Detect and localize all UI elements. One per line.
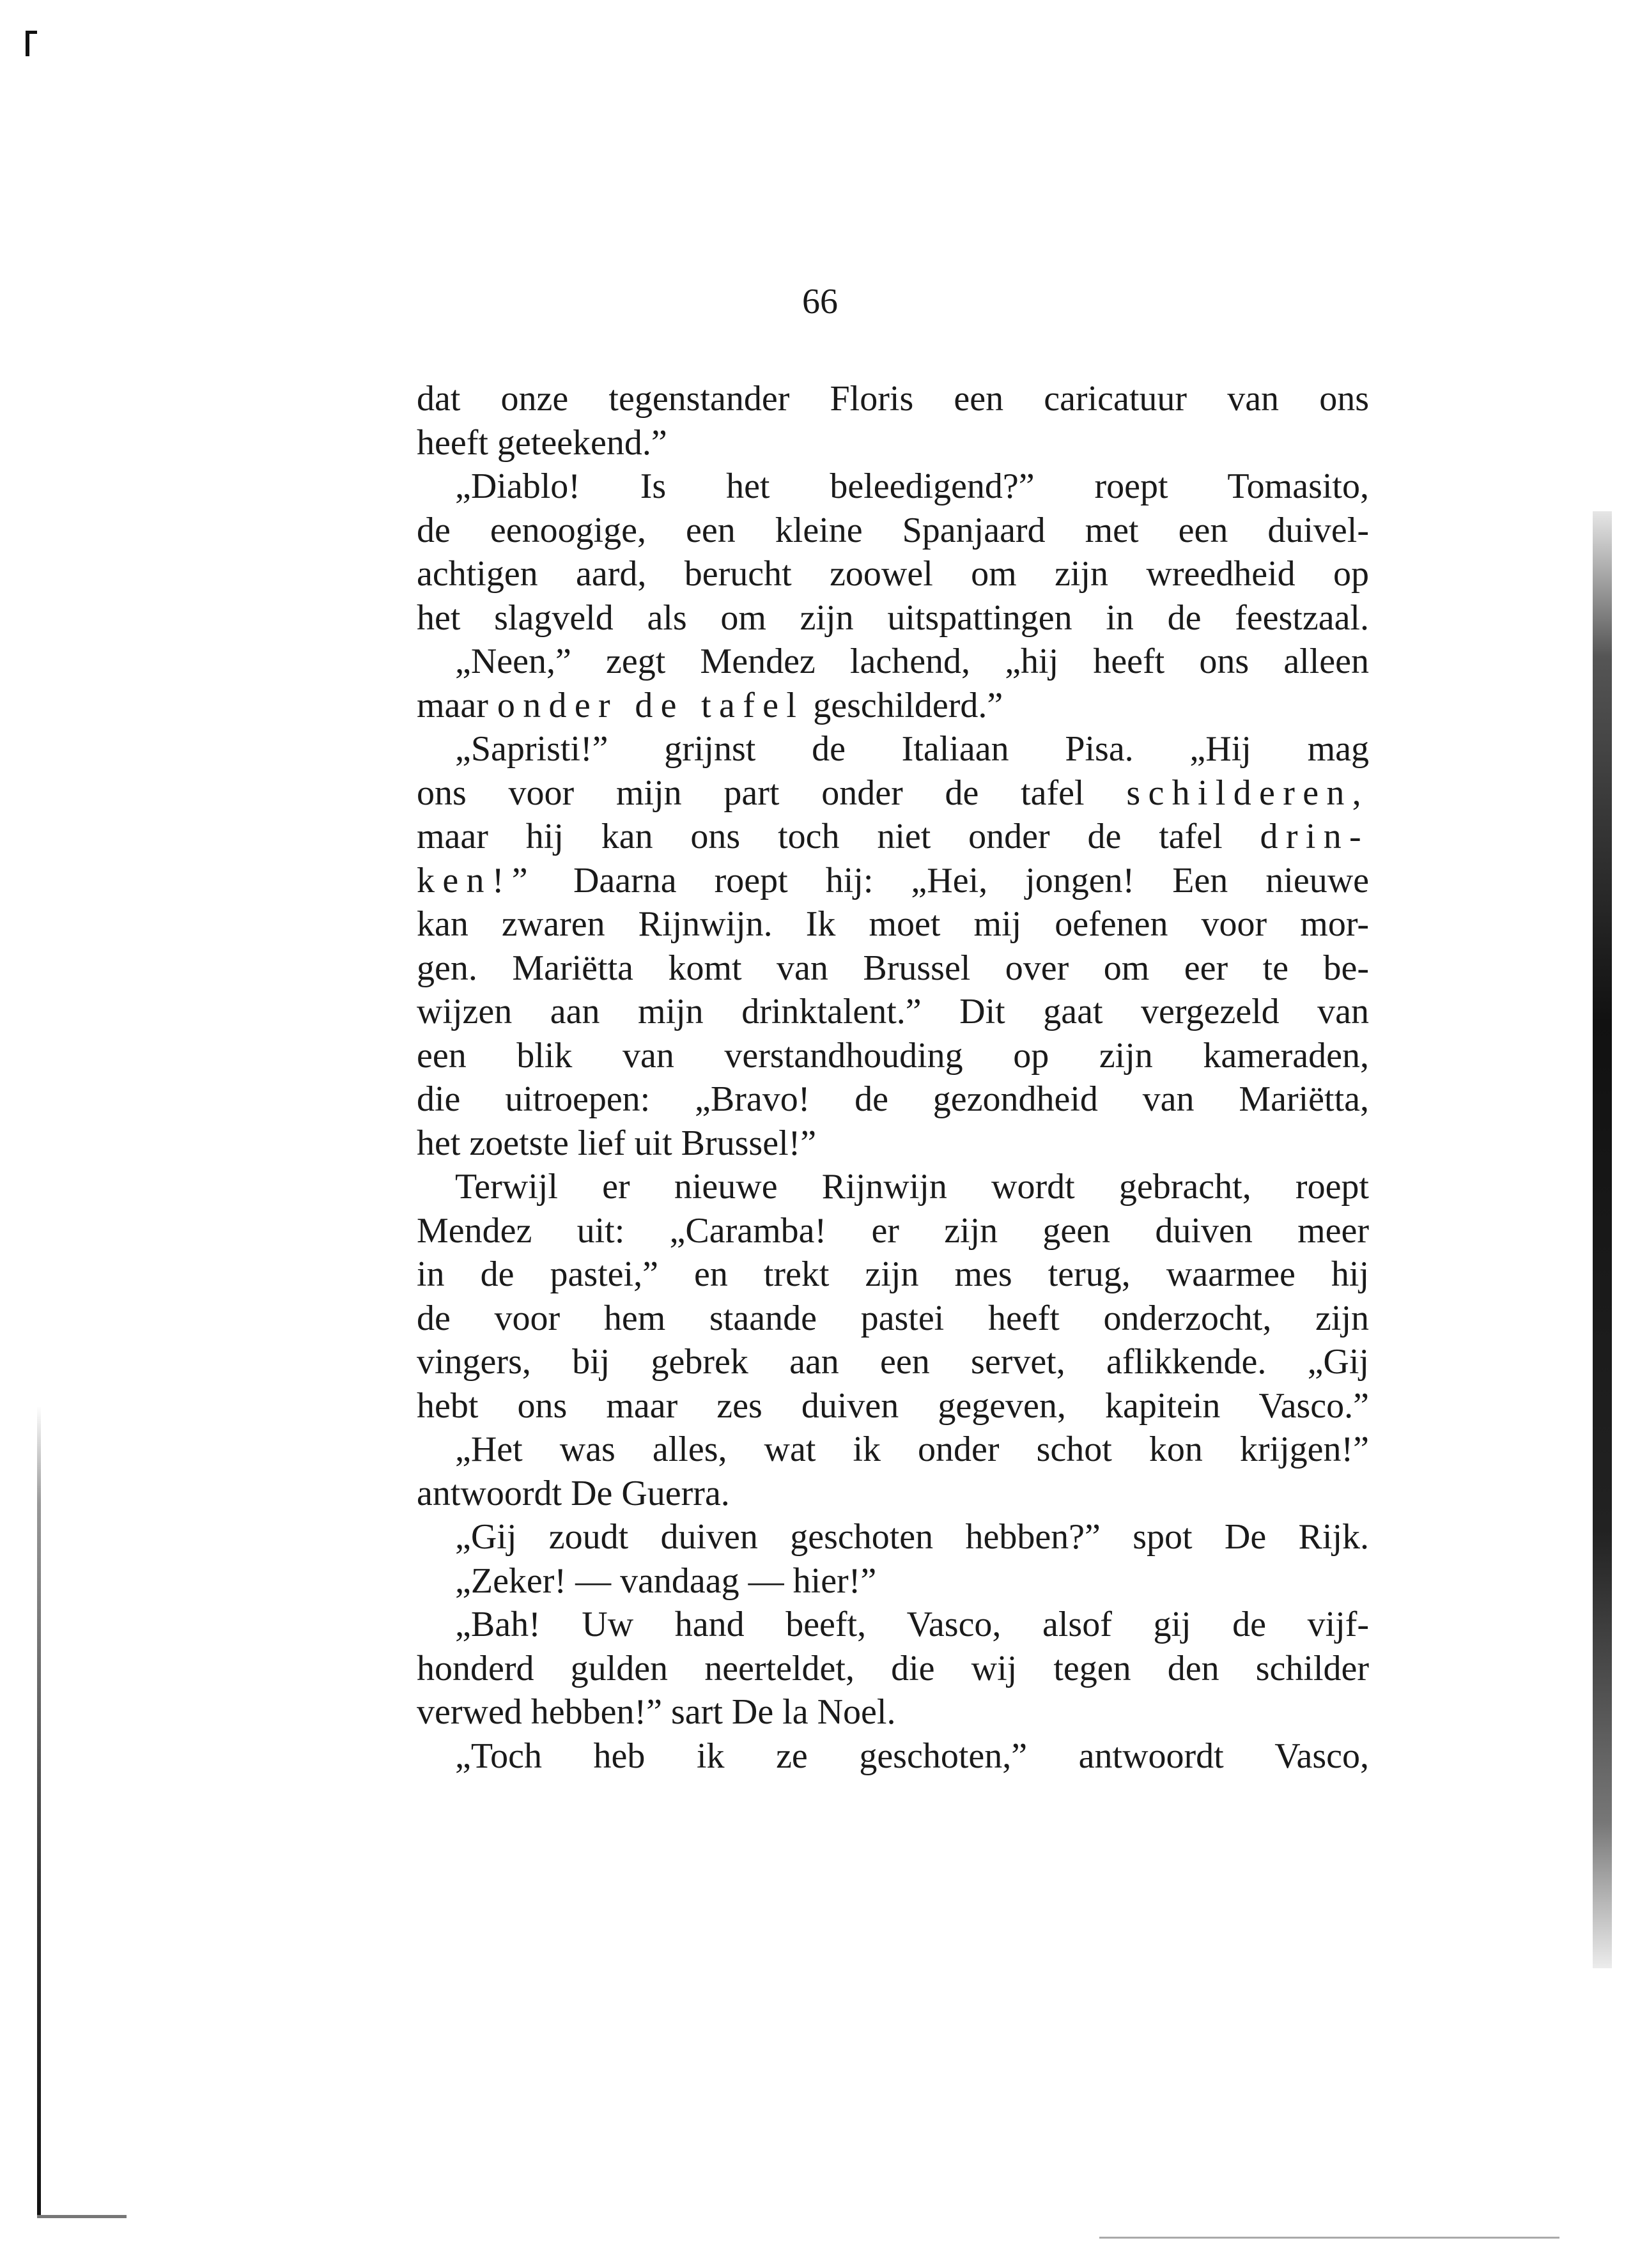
text-line: „Bah! Uw hand beeft, Vasco, alsof gij de vijf- (455, 1605, 1369, 1644)
text-line: „Neen,” zegt Mendez lachend, „hij heeft ons alleen (455, 642, 1369, 681)
text-line: het zoetste lief uit Brussel!” (417, 1123, 817, 1163)
text-line: honderd gulden neerteldet, die wij tegen den schilder (417, 1648, 1369, 1688)
emphasis-spaced: ken!” (417, 860, 536, 900)
scan-left-foot-shadow (37, 2215, 127, 2218)
scan-bottom-edge (1099, 2237, 1559, 2239)
text-line: Mendez uit: „Caramba! er zijn geen duiven meer (417, 1210, 1369, 1251)
text-line: achtigen aard, berucht zoowel om zijn wreedheid op (417, 554, 1369, 594)
page-number: 66 (802, 282, 838, 321)
emphasis-spaced: onder de tafel (497, 685, 805, 725)
text-line: wijzen aan mijn drinktalent.” Dit gaat vergezeld van (417, 992, 1369, 1031)
text-line: gen. Mariëtta komt van Brussel over om eer te be- (417, 948, 1369, 988)
text-line: „Sapristi!” grijnst de Italiaan Pisa. „Hij mag (455, 729, 1369, 769)
text-segment: geschilderd.” (813, 685, 1003, 725)
text-line: „Toch heb ik ze geschoten,” antwoordt Vasco, (455, 1736, 1369, 1776)
emphasis-spaced: schilderen, (1126, 773, 1370, 813)
text-segment: maar hij kan ons toch niet onder de tafel (417, 817, 1223, 856)
text-line: hebt ons maar zes duiven gegeven, kapitein Vasco.” (417, 1385, 1369, 1426)
text-line: vingers, bij gebrek aan een servet, aflikkende. „Gij (417, 1342, 1369, 1382)
text-line: heeft geteekend.” (417, 422, 667, 463)
scan-corner-mark (26, 31, 29, 56)
text-line: de voor hem staande pastei heeft onderzocht, zijn (417, 1298, 1369, 1338)
emphasis-spaced: drin- (1260, 817, 1370, 856)
text-line: kan zwaren Rijnwijn. Ik moet mij oefenen voor mor- (417, 904, 1369, 944)
text-segment: Daarna roept hij: „Hei, jongen! Een nieuwe (573, 860, 1369, 900)
text-line: „Diablo! Is het beleedigend?” roept Tomasito, (455, 467, 1369, 506)
text-line (417, 859, 1369, 903)
text-line: Terwijl er nieuwe Rijnwijn wordt gebracht, roept (455, 1167, 1369, 1207)
text-line: een blik van verstandhouding op zijn kameraden, (417, 1035, 1369, 1076)
text-line: „Zeker! — vandaag — hier!” (455, 1561, 877, 1601)
text-line: de eenoogige, een kleine Spanjaard met een duivel- (417, 510, 1369, 550)
text-line (417, 815, 1369, 859)
text-line (417, 684, 1369, 728)
text-line: dat onze tegenstander Floris een caricatuur van ons (417, 379, 1369, 419)
text-segment: maar (417, 685, 488, 725)
scan-left-edge-shadow (37, 1406, 41, 2218)
text-line: die uitroepen: „Bravo! de gezondheid van Mariëtta, (417, 1079, 1369, 1119)
body-text (417, 377, 1369, 1778)
text-line: „Gij zoudt duiven geschoten hebben?” spot De Rijk. (455, 1517, 1369, 1557)
text-line: „Het was alles, wat ik onder schot kon krijgen!” (455, 1430, 1369, 1469)
scan-right-edge-shadow (1593, 511, 1612, 1968)
text-line (417, 771, 1369, 815)
text-line: verwed hebben!” sart De la Noel. (417, 1692, 896, 1732)
text-segment: ons voor mijn part onder de tafel (417, 773, 1085, 813)
text-line: antwoordt De Guerra. (417, 1473, 730, 1513)
text-line: in de pastei,” en trekt zijn mes terug, waarmee hij (417, 1254, 1369, 1294)
text-line: het slagveld als om zijn uitspattingen in de feestzaal. (417, 598, 1369, 638)
